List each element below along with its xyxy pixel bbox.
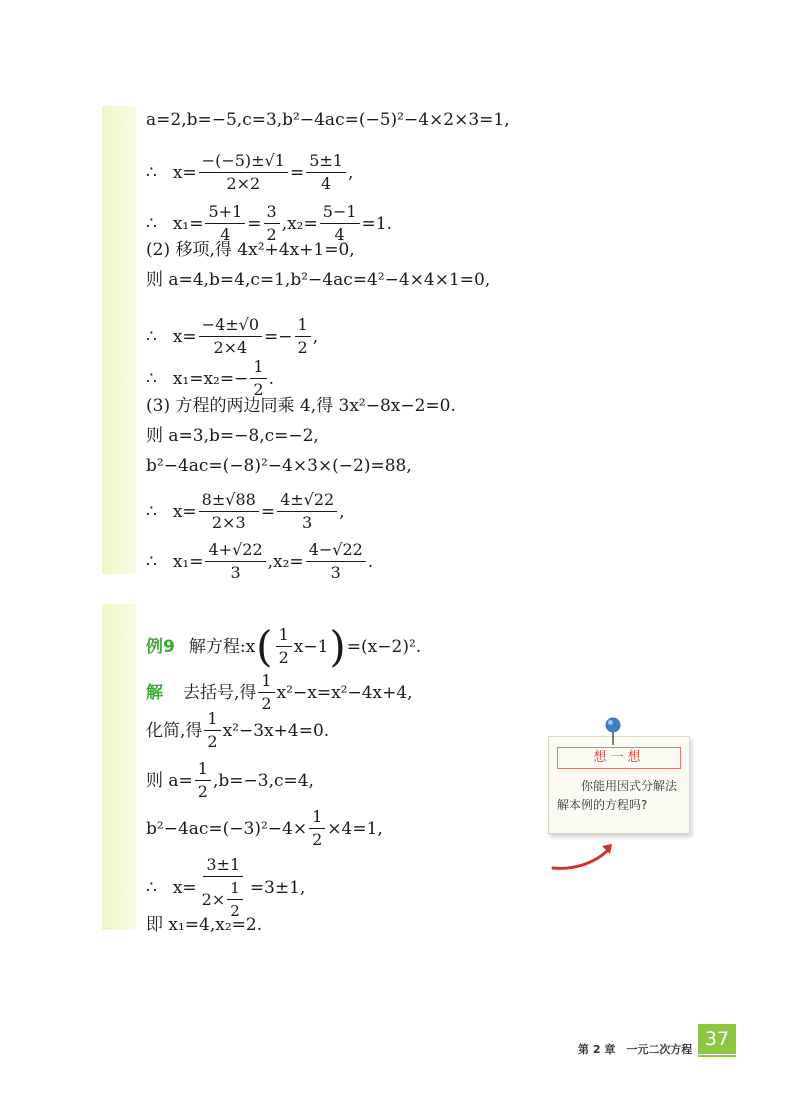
solution-line: b²−4ac=(−8)²−4×3×(−2)=88, bbox=[146, 456, 412, 476]
solution-line: ∴ x₁= $\frac{4+√22}{3}$ ,x₂= $\frac{4-√22}{3}$ . bbox=[146, 540, 374, 582]
fraction: $\frac{-(-5)\pm√1}{2\times 2}$ bbox=[199, 152, 288, 193]
solution-line: 即 x₁=4,x₂=2. bbox=[146, 915, 263, 935]
fraction: $\frac{4\pm√22}{3}$ bbox=[277, 491, 337, 532]
solution-line: 则 a= $\frac{1}{2}$ ,b=−3,c=4, bbox=[146, 759, 314, 801]
note-title: 想一想 bbox=[557, 747, 681, 769]
curved-arrow-icon bbox=[550, 840, 620, 874]
solution-line: 则 a=3,b=−8,c=−2, bbox=[146, 426, 319, 446]
fraction: $\frac{4+√22}{3}$ bbox=[205, 541, 265, 582]
solution-line: ∴ x₁=x₂=− $\frac{1}{2}$ . bbox=[146, 357, 274, 399]
solution-line: (2) 移项,得 4x²+4x+1=0, bbox=[146, 240, 355, 260]
fraction: $\frac{1}{2}$ bbox=[309, 808, 325, 849]
fraction: $\frac{1}{2}$ bbox=[276, 626, 292, 667]
solution-line: b²−4ac=(−3)²−4× $\frac{1}{2}$ ×4=1, bbox=[146, 807, 383, 849]
fraction: $\frac{1}{2}$ bbox=[250, 358, 266, 399]
solution-label: 解 bbox=[146, 682, 163, 703]
fraction: $\frac{5-1}{4}$ bbox=[320, 203, 360, 244]
fraction: $\frac{5\pm 1}{4}$ bbox=[306, 152, 346, 193]
fraction: $\frac{-4\pm√0}{2\times 4}$ bbox=[199, 316, 262, 357]
solution-line: ∴ x= $\frac{-(-5)\pm√1}{2\times 2}$ = $\frac{5\pm 1}{4}$ , bbox=[146, 151, 354, 193]
solution-line: 化简,得 $\frac{1}{2}$ x²−3x+4=0. bbox=[146, 709, 330, 751]
example-label: 例9 bbox=[146, 636, 175, 657]
note-text: 你能用因式分解法解本例的方程吗? bbox=[557, 779, 678, 812]
fraction: 3±1 2× $\frac{1}{2}$ bbox=[199, 856, 248, 920]
margin-highlight-bar bbox=[102, 604, 136, 930]
footer-rule bbox=[698, 1055, 736, 1057]
fraction: $\frac{1}{2}$ bbox=[195, 760, 211, 801]
solution-line: ∴ x= 3±1 2× $\frac{1}{2}$ =3±1, bbox=[146, 855, 306, 920]
fraction: $\frac{1}{2}$ bbox=[227, 879, 243, 920]
fraction: $\frac{1}{2}$ bbox=[204, 710, 220, 751]
think-note-card bbox=[548, 736, 690, 834]
fraction: $\frac{3}{2}$ bbox=[264, 203, 280, 244]
fraction: $\frac{1}{2}$ bbox=[258, 672, 274, 713]
solution-line: 解 去括号,得 $\frac{1}{2}$ x²−x=x²−4x+4, bbox=[146, 671, 413, 713]
solution-line: ∴ x= $\frac{8\pm√88}{2\times 3}$ = $\frac{4\pm√22}{3}$ , bbox=[146, 490, 345, 532]
solution-line: (3) 方程的两边同乘 4,得 3x²−8x−2=0. bbox=[146, 396, 456, 416]
fraction: $\frac{1}{2}$ bbox=[295, 316, 311, 357]
page-number: 37 bbox=[698, 1024, 736, 1054]
fraction: $\frac{8\pm√88}{2\times 3}$ bbox=[199, 491, 259, 532]
solution-line: a=2,b=−5,c=3,b²−4ac=(−5)²−4×2×3=1, bbox=[146, 110, 510, 130]
fraction: $\frac{4-√22}{3}$ bbox=[306, 541, 366, 582]
fraction: $\frac{5+1}{4}$ bbox=[205, 203, 245, 244]
chapter-label: 第 2 章 一元二次方程 bbox=[578, 1043, 693, 1056]
example-problem: 例9 解方程:x ( $\frac{1}{2}$ x−1 ) =(x−2)². bbox=[146, 621, 422, 671]
margin-highlight-bar bbox=[102, 106, 136, 574]
solution-line: 则 a=4,b=4,c=1,b²−4ac=4²−4×4×1=0, bbox=[146, 270, 491, 290]
pushpin-icon bbox=[602, 716, 624, 746]
solution-line: ∴ x₁= $\frac{5+1}{4}$ = $\frac{3}{2}$ ,x₂= $\frac{5-1}{4}$ =1. bbox=[146, 202, 392, 244]
solution-line: ∴ x= $\frac{-4\pm√0}{2\times 4}$ =− $\frac{1}{2}$ , bbox=[146, 315, 319, 357]
